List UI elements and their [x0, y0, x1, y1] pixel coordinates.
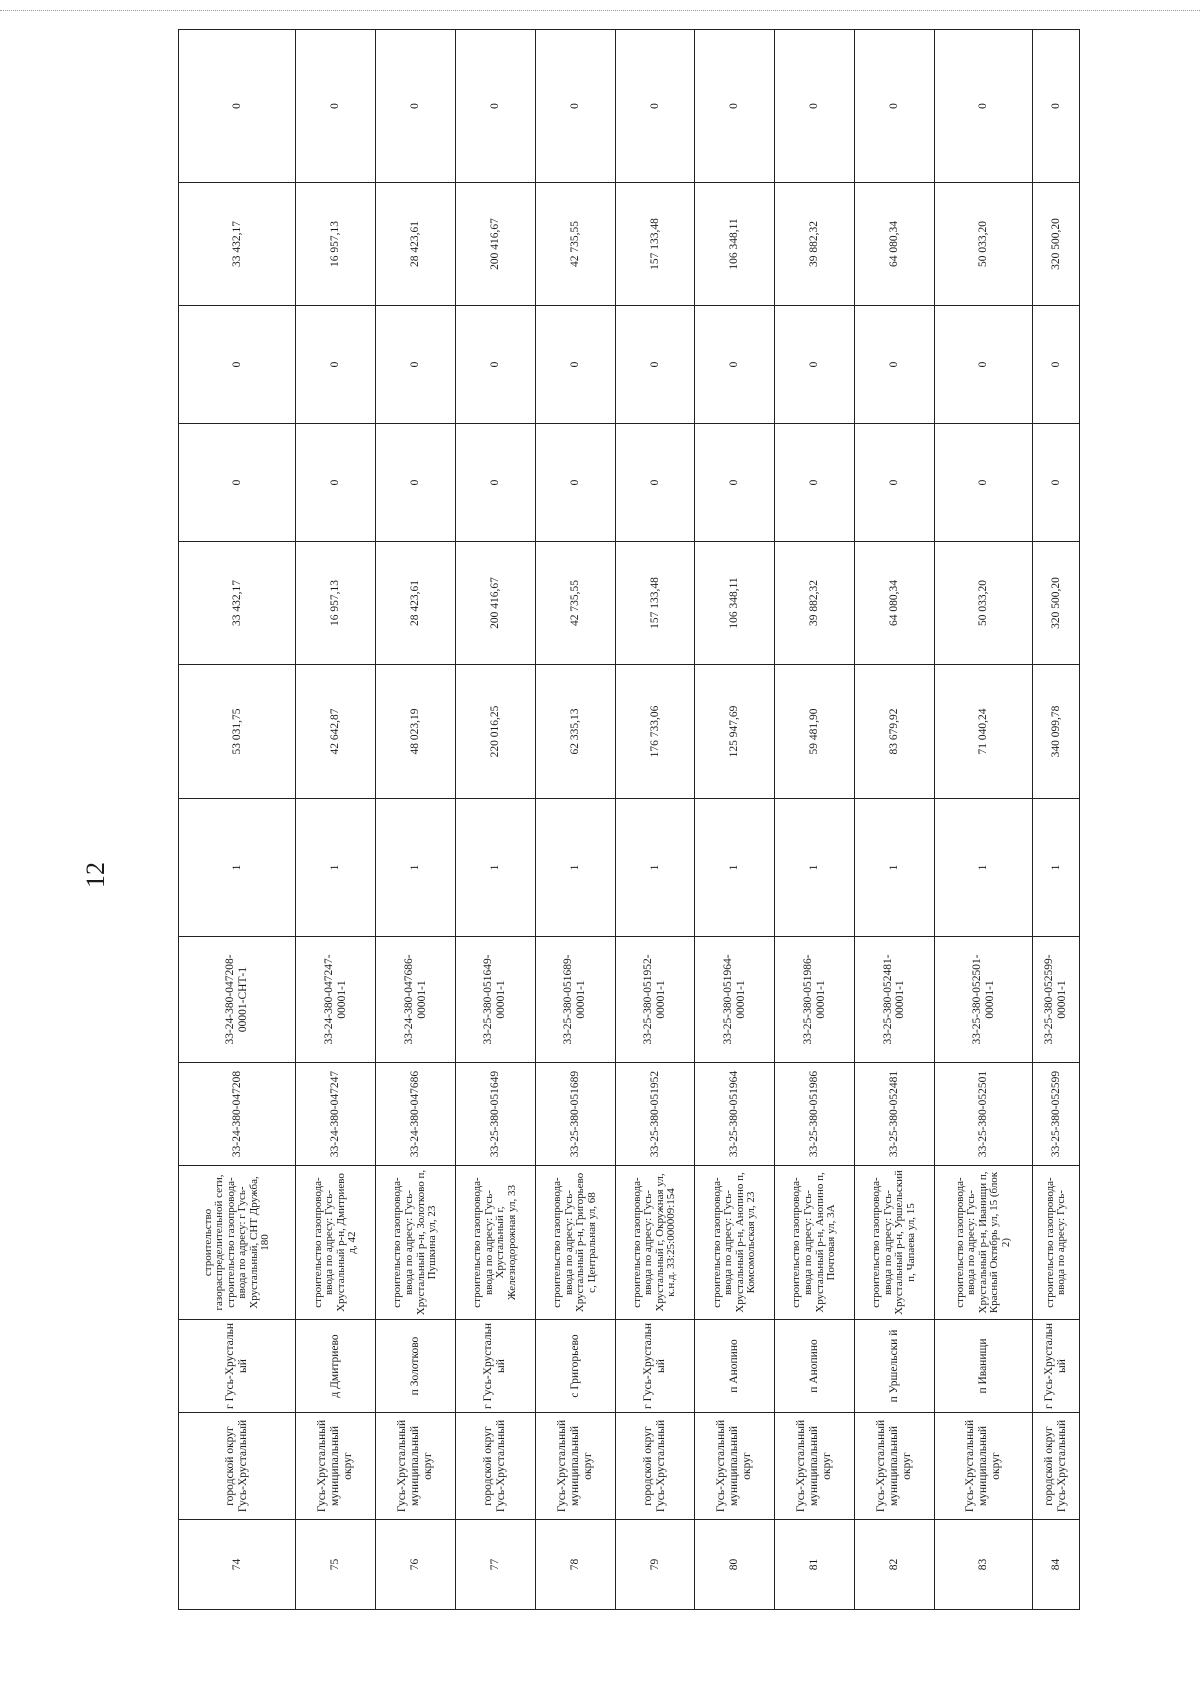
zero-a-cell: 0 — [775, 424, 855, 542]
row-number: 76 — [376, 1520, 456, 1610]
total-cost-cell: 53 031,75 — [179, 665, 296, 799]
code-cell: 33-25-380-051649 — [455, 1063, 535, 1166]
total-cost-cell: 48 023,19 — [376, 665, 456, 799]
district-cell: Гусь-Хрустальный муниципальный округ — [376, 1413, 456, 1520]
amount-cell: 16 957,13 — [296, 542, 376, 665]
table-row — [455, 30, 535, 1610]
zero-c-cell: 0 — [1033, 30, 1080, 183]
quantity-cell: 1 — [1033, 799, 1080, 937]
object-id-cell: 33-25-380-051964-00001-1 — [695, 937, 775, 1063]
district-cell: Гусь-Хрустальный муниципальный округ — [775, 1413, 855, 1520]
amount-repeat-cell: 200 416,67 — [455, 183, 535, 306]
zero-c-cell: 0 — [376, 30, 456, 183]
object-id-cell: 33-24-380-047686-00001-1 — [376, 937, 456, 1063]
zero-a-cell: 0 — [1033, 424, 1080, 542]
table-row — [854, 30, 934, 1610]
amount-repeat-cell: 16 957,13 — [296, 183, 376, 306]
zero-b-cell: 0 — [535, 306, 615, 424]
zero-c-cell: 0 — [695, 30, 775, 183]
district-cell: Гусь-Хрустальный муниципальный округ — [695, 1413, 775, 1520]
table-row — [179, 30, 296, 1610]
total-cost-cell: 62 335,13 — [535, 665, 615, 799]
amount-cell: 33 432,17 — [179, 542, 296, 665]
amount-repeat-cell: 50 033,20 — [934, 183, 1033, 306]
quantity-cell: 1 — [934, 799, 1033, 937]
zero-a-cell: 0 — [455, 424, 535, 542]
code-cell: 33-25-380-051689 — [535, 1063, 615, 1166]
amount-cell: 39 882,32 — [775, 542, 855, 665]
object-id-cell: 33-25-380-051986-00001-1 — [775, 937, 855, 1063]
row-number: 83 — [934, 1520, 1033, 1610]
zero-c-cell: 0 — [455, 30, 535, 183]
zero-c-cell: 0 — [854, 30, 934, 183]
total-cost-cell: 71 040,24 — [934, 665, 1033, 799]
scan-edge-line — [0, 10, 1200, 11]
zero-b-cell: 0 — [775, 306, 855, 424]
row-number: 80 — [695, 1520, 775, 1610]
amount-repeat-cell: 106 348,11 — [695, 183, 775, 306]
object-id-cell: 33-25-380-052599-00001-1 — [1033, 937, 1080, 1063]
registry-table — [178, 29, 1080, 1610]
quantity-cell: 1 — [535, 799, 615, 937]
amount-cell: 106 348,11 — [695, 542, 775, 665]
settlement-cell: п Анопино — [695, 1320, 775, 1413]
quantity-cell: 1 — [296, 799, 376, 937]
zero-a-cell: 0 — [376, 424, 456, 542]
total-cost-cell: 42 642,87 — [296, 665, 376, 799]
district-cell: городской округ Гусь-Хрустальный — [179, 1413, 296, 1520]
amount-cell: 64 080,34 — [854, 542, 934, 665]
district-cell: городской округ Гусь-Хрустальный — [1033, 1413, 1080, 1520]
code-cell: 33-24-380-047208 — [179, 1063, 296, 1166]
row-number: 74 — [179, 1520, 296, 1610]
object-id-cell: 33-25-380-052481-00001-1 — [854, 937, 934, 1063]
table-row — [376, 30, 456, 1610]
zero-c-cell: 0 — [934, 30, 1033, 183]
object-id-cell: 33-25-380-052501-00001-1 — [934, 937, 1033, 1063]
amount-repeat-cell: 320 500,20 — [1033, 183, 1080, 306]
description-cell: строительство газопровода-ввода по адресу: Гусь-Хрустальный р-н, Григорьево с, Центральная ул, 68 — [535, 1166, 615, 1320]
zero-b-cell: 0 — [179, 306, 296, 424]
zero-b-cell: 0 — [934, 306, 1033, 424]
code-cell: 33-24-380-047247 — [296, 1063, 376, 1166]
description-cell: строительство газопровода-ввода по адресу: Гусь-Хрустальный р-н, Анопино п, Комсомольская ул, 23 — [695, 1166, 775, 1320]
settlement-cell: с Григорьево — [535, 1320, 615, 1413]
amount-repeat-cell: 64 080,34 — [854, 183, 934, 306]
table-row — [934, 30, 1033, 1610]
district-cell: городской округ Гусь-Хрустальный — [455, 1413, 535, 1520]
zero-c-cell: 0 — [775, 30, 855, 183]
total-cost-cell: 340 099,78 — [1033, 665, 1080, 799]
settlement-cell: г Гусь-Хрустальн ый — [455, 1320, 535, 1413]
district-cell: Гусь-Хрустальный муниципальный округ — [934, 1413, 1033, 1520]
district-cell: городской округ Гусь-Хрустальный — [615, 1413, 695, 1520]
settlement-cell: п Уршельски й — [854, 1320, 934, 1413]
code-cell: 33-25-380-051964 — [695, 1063, 775, 1166]
row-number: 79 — [615, 1520, 695, 1610]
zero-a-cell: 0 — [695, 424, 775, 542]
row-number: 81 — [775, 1520, 855, 1610]
settlement-cell: г Гусь-Хрустальн ый — [615, 1320, 695, 1413]
amount-repeat-cell: 39 882,32 — [775, 183, 855, 306]
district-cell: Гусь-Хрустальный муниципальный округ — [296, 1413, 376, 1520]
settlement-cell: п Анопино — [775, 1320, 855, 1413]
code-cell: 33-25-380-052481 — [854, 1063, 934, 1166]
zero-a-cell: 0 — [854, 424, 934, 542]
code-cell: 33-25-380-051986 — [775, 1063, 855, 1166]
amount-cell: 42 735,55 — [535, 542, 615, 665]
row-number: 78 — [535, 1520, 615, 1610]
zero-a-cell: 0 — [615, 424, 695, 542]
amount-repeat-cell: 157 133,48 — [615, 183, 695, 306]
code-cell: 33-25-380-052599 — [1033, 1063, 1080, 1166]
object-id-cell: 33-25-380-051649-00001-1 — [455, 937, 535, 1063]
zero-b-cell: 0 — [376, 306, 456, 424]
total-cost-cell: 176 733,06 — [615, 665, 695, 799]
object-id-cell: 33-25-380-051689-00001-1 — [535, 937, 615, 1063]
quantity-cell: 1 — [615, 799, 695, 937]
code-cell: 33-25-380-051952 — [615, 1063, 695, 1166]
amount-cell: 50 033,20 — [934, 542, 1033, 665]
row-number: 84 — [1033, 1520, 1080, 1610]
total-cost-cell: 220 016,25 — [455, 665, 535, 799]
quantity-cell: 1 — [179, 799, 296, 937]
settlement-cell: п Золотково — [376, 1320, 456, 1413]
object-id-cell: 33-24-380-047247-00001-1 — [296, 937, 376, 1063]
zero-b-cell: 0 — [1033, 306, 1080, 424]
table-row — [775, 30, 855, 1610]
description-cell: строительство газораспределительной сети, строительство газопровода-ввода по адресу: г Гусь-Хрустальный, СНТ Дружба, 180 — [179, 1166, 296, 1320]
table-row — [695, 30, 775, 1610]
total-cost-cell: 59 481,90 — [775, 665, 855, 799]
district-cell: Гусь-Хрустальный муниципальный округ — [854, 1413, 934, 1520]
zero-c-cell: 0 — [535, 30, 615, 183]
code-cell: 33-24-380-047686 — [376, 1063, 456, 1166]
zero-b-cell: 0 — [615, 306, 695, 424]
amount-cell: 157 133,48 — [615, 542, 695, 665]
zero-c-cell: 0 — [296, 30, 376, 183]
zero-a-cell: 0 — [535, 424, 615, 542]
row-number: 75 — [296, 1520, 376, 1610]
zero-b-cell: 0 — [695, 306, 775, 424]
settlement-cell: г Гусь-Хрустальн ый — [1033, 1320, 1080, 1413]
description-cell: строительство газопровода-ввода по адресу: Гусь- — [1033, 1166, 1080, 1320]
table-row — [535, 30, 615, 1610]
description-cell: строительство газопровода-ввода по адресу: Гусь-Хрустальный р-н, Иванищи п, Красный Октябрь ул, 15 (блок 2) — [934, 1166, 1033, 1320]
table-row — [296, 30, 376, 1610]
zero-a-cell: 0 — [934, 424, 1033, 542]
page-number: 12 — [81, 862, 110, 888]
quantity-cell: 1 — [455, 799, 535, 937]
amount-cell: 28 423,61 — [376, 542, 456, 665]
district-cell: Гусь-Хрустальный муниципальный округ — [535, 1413, 615, 1520]
zero-a-cell: 0 — [296, 424, 376, 542]
object-id-cell: 33-25-380-051952-00001-1 — [615, 937, 695, 1063]
zero-c-cell: 0 — [179, 30, 296, 183]
code-cell: 33-25-380-052501 — [934, 1063, 1033, 1166]
rotated-table-wrapper — [178, 103, 1080, 1610]
row-number: 82 — [854, 1520, 934, 1610]
description-cell: строительство газопровода-ввода по адресу: Гусь-Хрустальный р-н, Анопино п, Почтовая ул, 3А — [775, 1166, 855, 1320]
total-cost-cell: 83 679,92 — [854, 665, 934, 799]
description-cell: строительство газопровода-ввода по адресу: Гусь-Хрустальный р-н, Дмитриево д, 42 — [296, 1166, 376, 1320]
description-cell: строительство газопровода-ввода по адресу: Гусь-Хрустальный г, Железнодорожная ул, 33 — [455, 1166, 535, 1320]
zero-b-cell: 0 — [854, 306, 934, 424]
table-row — [1033, 30, 1080, 1610]
quantity-cell: 1 — [854, 799, 934, 937]
description-cell: строительство газопровода-ввода по адресу: Гусь-Хрустальный р-н, Уршельский п, Чапаева ул, 15 — [854, 1166, 934, 1320]
amount-repeat-cell: 42 735,55 — [535, 183, 615, 306]
quantity-cell: 1 — [695, 799, 775, 937]
amount-cell: 200 416,67 — [455, 542, 535, 665]
table-row — [615, 30, 695, 1610]
total-cost-cell: 125 947,69 — [695, 665, 775, 799]
zero-a-cell: 0 — [179, 424, 296, 542]
settlement-cell: г Гусь-Хрустальн ый — [179, 1320, 296, 1413]
settlement-cell: п Иванищи — [934, 1320, 1033, 1413]
description-cell: строительство газопровода-ввода по адресу: Гусь-Хрустальный р-н, Золотково п, Пушкина ул, 23 — [376, 1166, 456, 1320]
amount-repeat-cell: 33 432,17 — [179, 183, 296, 306]
settlement-cell: д Дмитриево — [296, 1320, 376, 1413]
description-cell: строительство газопровода-ввода по адресу: Гусь-Хрустальный г, Окружная ул, к.н.д. 33:25:000009:154 — [615, 1166, 695, 1320]
amount-repeat-cell: 28 423,61 — [376, 183, 456, 306]
quantity-cell: 1 — [775, 799, 855, 937]
zero-b-cell: 0 — [296, 306, 376, 424]
zero-b-cell: 0 — [455, 306, 535, 424]
row-number: 77 — [455, 1520, 535, 1610]
object-id-cell: 33-24-380-047208-00001-СНТ-1 — [179, 937, 296, 1063]
amount-cell: 320 500,20 — [1033, 542, 1080, 665]
zero-c-cell: 0 — [615, 30, 695, 183]
quantity-cell: 1 — [376, 799, 456, 937]
